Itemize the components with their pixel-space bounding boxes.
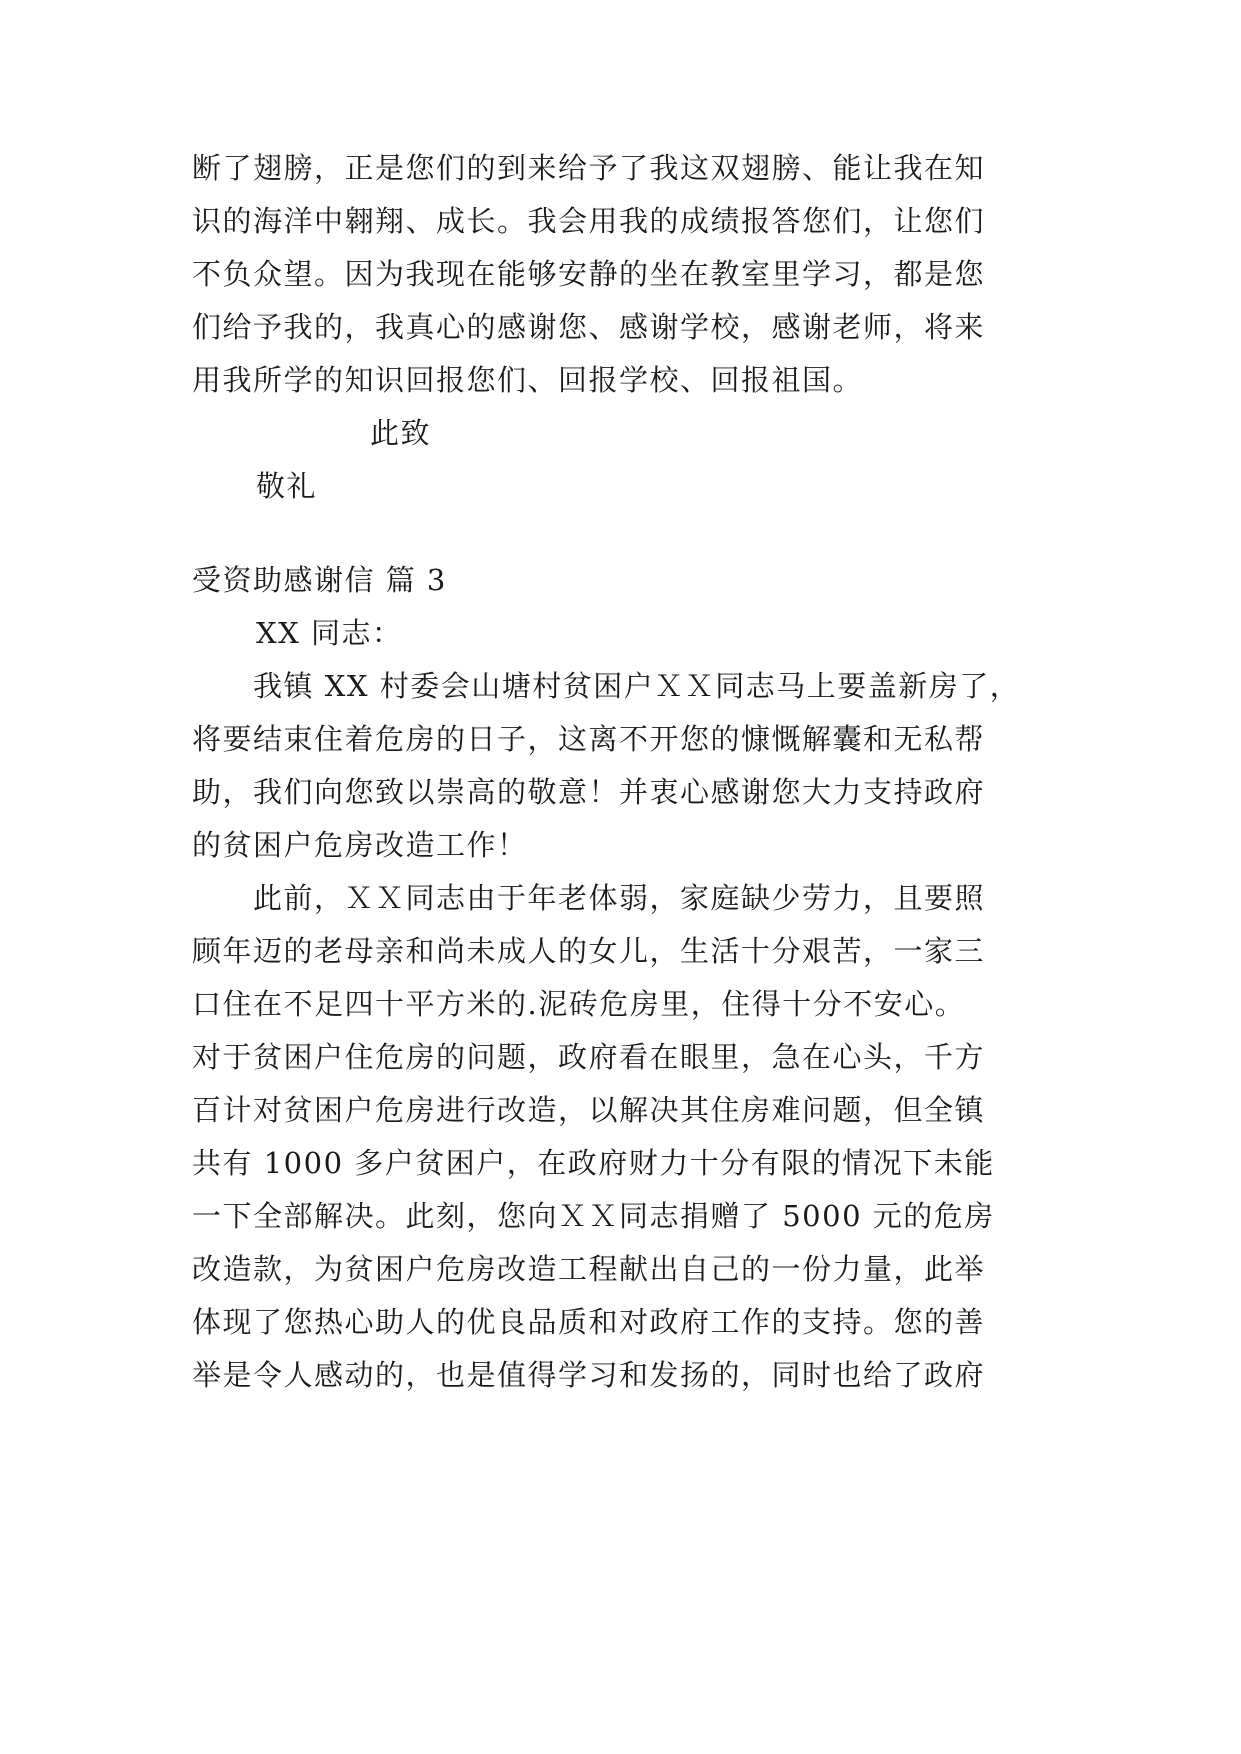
section-title: 受资助感谢信 篇 3 bbox=[192, 563, 447, 597]
body-line: 顾年迈的老母亲和尚未成人的女儿，生活十分艰苦，一家三 bbox=[192, 934, 986, 968]
body-line: 体现了您热心助人的优良品质和对政府工作的支持。您的善 bbox=[192, 1305, 986, 1339]
body-line: 此前，ＸＸ同志由于年老体弱，家庭缺少劳力，且要照 bbox=[192, 881, 986, 915]
closing-phrase: 此致 bbox=[370, 416, 432, 450]
body-line: 的贫困户危房改造工作！ bbox=[192, 828, 528, 862]
body-line: 对于贫困户住危房的问题，政府看在眼里，急在心头，千方 bbox=[192, 1040, 986, 1074]
body-line: 断了翅膀，正是您们的到来给予了我这双翅膀、能让我在知 bbox=[192, 151, 986, 185]
body-line: 一下全部解决。此刻，您向ＸＸ同志捐赠了 5000 元的危房 bbox=[192, 1199, 995, 1233]
body-line: 共有 1000 多户贫困户，在政府财力十分有限的情况下未能 bbox=[192, 1146, 995, 1180]
body-line: 百计对贫困户危房进行改造，以解决其住房难问题，但全镇 bbox=[192, 1093, 986, 1127]
body-line: 用我所学的知识回报您们、回报学校、回报祖国。 bbox=[192, 363, 864, 397]
body-line: 口住在不足四十平方米的.泥砖危房里，住得十分不安心。 bbox=[192, 987, 966, 1021]
body-line: 将要结束住着危房的日子，这离不开您的慷慨解囊和无私帮 bbox=[192, 722, 986, 756]
body-line: 识的海洋中翱翔、成长。我会用我的成绩报答您们，让您们 bbox=[192, 204, 986, 238]
closing-regards: 敬礼 bbox=[256, 469, 318, 503]
body-line: 改造款，为贫困户危房改造工程献出自己的一份力量，此举 bbox=[192, 1252, 986, 1286]
body-line: 们给予我的，我真心的感谢您、感谢学校，感谢老师，将来 bbox=[192, 310, 986, 344]
body-line: 举是令人感动的，也是值得学习和发扬的，同时也给了政府 bbox=[192, 1358, 986, 1392]
body-line: 助，我们向您致以崇高的敬意！并衷心感谢您大力支持政府 bbox=[192, 775, 986, 809]
body-line: 我镇 XX 村委会山塘村贫困户ＸＸ同志马上要盖新房了， bbox=[192, 669, 1021, 703]
body-line: 不负众望。因为我现在能够安静的坐在教室里学习，都是您 bbox=[192, 257, 986, 291]
salutation: XX 同志： bbox=[256, 616, 403, 650]
